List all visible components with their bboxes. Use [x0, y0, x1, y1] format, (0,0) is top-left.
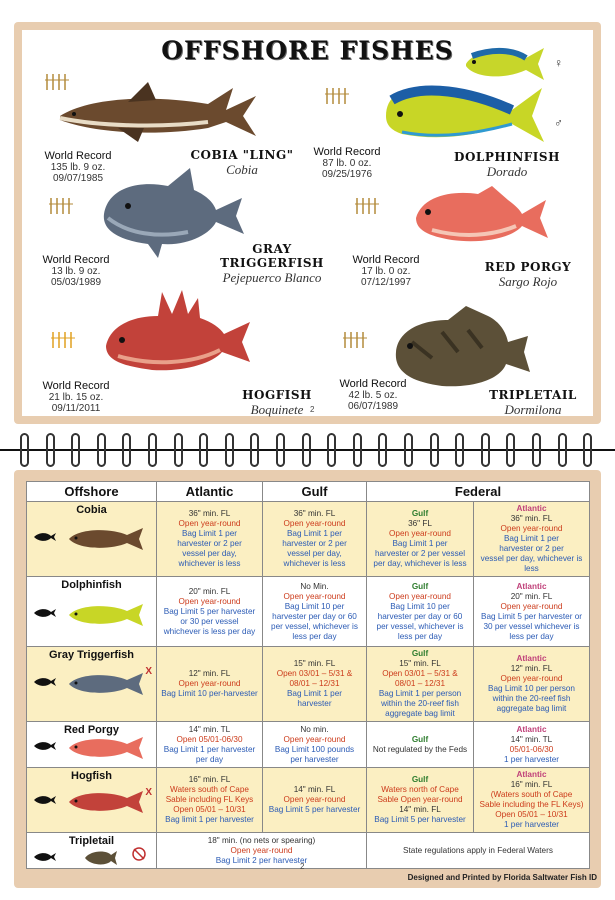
regulation-line: Atlantic — [516, 581, 547, 591]
fork-knife-icon — [50, 330, 76, 350]
fish-label: Red Porgy — [63, 724, 119, 736]
regulation-line: Bag Limit 1 per — [503, 534, 560, 543]
female-symbol: ♀ — [554, 56, 563, 70]
regulation-line: 14" min. TL — [510, 734, 553, 744]
record-weight: 17 lb. 0 oz. — [361, 266, 411, 277]
record-weight: 13 lb. 9 oz. — [51, 266, 101, 277]
spiral-coil — [71, 433, 80, 467]
regulation-line: vessel per day, whichever is less — [480, 554, 583, 573]
regulation-line: Bag Limit 5 per harvester — [163, 606, 256, 616]
male-symbol: ♂ — [554, 116, 563, 130]
hogfish-name: HOGFISH — [242, 388, 312, 402]
dolphinfish-common-name: Dorado — [486, 164, 528, 179]
spiral-coil — [46, 433, 55, 467]
regulation-line: per day — [195, 754, 224, 764]
fish-thumbnail-icon — [67, 671, 147, 697]
regulation-line: Gulf — [411, 581, 429, 591]
gulf-cell — [263, 722, 367, 768]
regulation-line: 1 per harvester — [503, 754, 560, 764]
spiral-coil — [97, 433, 106, 467]
regulation-line: per harvester — [290, 754, 339, 764]
regulation-line: 14" min. FL — [399, 805, 441, 814]
spiral-coil — [148, 433, 157, 467]
regulation-line: Open year-round — [178, 519, 241, 528]
regulation-line: Open year-round — [283, 519, 346, 528]
regulation-line: No Min. — [300, 581, 329, 591]
regulation-line: Not regulated by the Feds — [372, 744, 468, 754]
record-weight: 42 lb. 5 oz. — [348, 390, 398, 401]
regulation-line: 36" FL — [408, 519, 432, 528]
regulation-line: 16" min. FL — [188, 775, 231, 784]
fish-cell — [27, 833, 157, 869]
spiral-coil — [174, 433, 183, 467]
fish-thumbnail-icon — [67, 789, 147, 815]
regulation-line: Open year-round — [230, 845, 293, 855]
regulation-line: Atlantic — [516, 770, 547, 779]
header-offshore: Offshore — [27, 482, 157, 502]
page-title: OFFSHORE FISHES — [161, 36, 454, 65]
cobia-illustration — [58, 76, 258, 146]
fish-cell — [27, 722, 157, 768]
federal-gulf-cell — [367, 768, 474, 833]
fish-cell — [27, 768, 157, 833]
regulation-line: 18" min. (no nets or spearing) — [207, 835, 316, 845]
red-porgy-name: RED PORGY — [484, 260, 572, 274]
regulation-line: 36" min. FL — [293, 509, 336, 518]
hogfish-common-name: Boquinete — [250, 402, 304, 417]
regulation-line: whichever is less per day — [163, 626, 256, 636]
credit-line: Designed and Printed by Florida Saltwater Fish ID — [407, 873, 597, 882]
regulation-line: Gulf — [411, 734, 429, 744]
gray-triggerfish-record — [30, 254, 122, 288]
regulation-line: Open 05/01-06/30 — [176, 734, 243, 744]
record-date: 05/03/1989 — [50, 277, 102, 288]
federal-gulf-cell — [367, 577, 474, 647]
regulation-line: whichever is less — [178, 559, 241, 568]
header-atlantic: Atlantic — [157, 482, 263, 502]
regulation-line: Waters north of Cape — [381, 785, 459, 794]
regulation-line: less per day — [397, 631, 443, 641]
regulation-line: Open year-round — [500, 524, 563, 533]
fish-label: Gray Triggerfish — [49, 649, 134, 661]
regulation-line: 36" min. FL — [188, 509, 231, 518]
tripletail-common-name: Dormilona — [504, 402, 562, 417]
gulf-cell — [263, 768, 367, 833]
regulation-line: harvester per day or 60 — [272, 611, 357, 621]
fish-label: Dolphinfish — [61, 579, 122, 591]
regulation-line: harvester or 2 per — [499, 544, 564, 553]
fish-label: Cobia — [76, 504, 107, 516]
regulation-line: Bag Limit 10 per-harvester — [161, 689, 258, 698]
regulation-row — [27, 722, 590, 768]
regulation-line: 05/01-06/30 — [509, 744, 554, 754]
regulation-row — [27, 577, 590, 647]
record-date: 09/25/1976 — [321, 169, 373, 180]
regulation-line: harvester or 2 per vessel — [374, 549, 466, 558]
regulation-line: per vessel, whichever is — [271, 621, 358, 631]
regulation-line: Open year-round — [283, 795, 346, 804]
federal-gulf-cell — [367, 647, 474, 722]
regulation-line: 14" min. FL — [293, 785, 336, 794]
federal-atlantic-cell — [474, 647, 590, 722]
atlantic-cell — [157, 502, 263, 577]
regulation-line: 30 per vessel whichever is — [483, 621, 580, 631]
regulation-line: 08/01 – 12/31 — [289, 679, 340, 688]
regulation-line: Atlantic — [516, 724, 547, 734]
gulf-cell — [263, 647, 367, 722]
fish-thumbnail-icon — [67, 526, 147, 552]
regulation-line: vessel per day, — [182, 549, 237, 558]
regulation-line: Bag Limit 1 per — [392, 539, 448, 548]
regulation-line: less per day — [292, 631, 337, 641]
regulation-line: per day, whichever is less — [373, 559, 467, 568]
record-date: 07/12/1997 — [360, 277, 412, 288]
regulation-line: Bag Limit 100 pounds — [274, 744, 355, 754]
spiral-coil — [404, 433, 413, 467]
dolphinfish-record — [302, 146, 392, 180]
regulation-line: 15" min. FL — [399, 659, 441, 668]
regulation-line: 16" min. FL — [510, 780, 553, 789]
gray-triggerfish-name-line1: GRAY — [252, 242, 292, 256]
record-label: World Record — [339, 378, 407, 390]
dolphinfish-name: DOLPHINFISH — [454, 150, 560, 164]
offshore-fishes-page — [14, 22, 601, 424]
regulation-line: Bag Limit 10 per person — [488, 684, 575, 693]
record-label: World Record — [42, 254, 110, 266]
regulation-line: Bag Limit 1 per — [286, 689, 343, 698]
page-inner — [22, 30, 593, 416]
regulation-line: 20" min. FL — [510, 591, 553, 601]
federal-atlantic-cell — [474, 768, 590, 833]
regulation-line: or 30 per vessel — [180, 616, 239, 626]
spiral-coil — [481, 433, 490, 467]
fork-knife-icon — [324, 86, 350, 106]
regulation-line: Bag Limit 5 per harvester — [374, 815, 466, 824]
regulation-line: Bag limit 1 per harvester — [165, 815, 254, 824]
fish-silhouette-icon — [33, 852, 57, 862]
spiral-coil — [353, 433, 362, 467]
regulation-line: Bag Limit 5 per harvester — [268, 805, 361, 814]
regulation-line: Open 03/01 – 5/31 & — [276, 669, 353, 678]
atlantic-cell — [157, 647, 263, 722]
red-porgy-record — [340, 254, 432, 288]
regulation-line: State regulations apply in Federal Waters — [403, 845, 553, 855]
fork-knife-icon — [342, 330, 368, 350]
regulation-line: aggregate bag limit — [496, 704, 567, 713]
header-gulf: Gulf — [263, 482, 367, 502]
spiral-coil — [225, 433, 234, 467]
regulation-line: 12" min. FL — [188, 669, 231, 678]
fish-cell — [27, 647, 157, 722]
regulation-row — [27, 647, 590, 722]
regulation-line: Open year-round — [389, 529, 451, 538]
red-porgy-illustration — [412, 180, 552, 250]
federal-atlantic-cell — [474, 502, 590, 577]
record-date: 06/07/1989 — [347, 401, 399, 412]
regulation-line: Atlantic — [516, 504, 547, 513]
fish-label: Tripletail — [68, 835, 115, 847]
regulation-line: 1 per harvester — [503, 820, 560, 829]
spiral-coil — [455, 433, 464, 467]
spiral-coil — [122, 433, 131, 467]
regulation-line: 15" min. FL — [293, 659, 336, 668]
regulation-line: harvester or 2 per — [177, 539, 242, 548]
fork-knife-icon — [48, 196, 74, 216]
regulation-line: harvester — [297, 699, 332, 708]
hogfish-illustration — [102, 286, 252, 382]
regulation-line: Bag Limit 10 per — [390, 601, 450, 611]
regulation-line: Open year-round — [500, 674, 563, 683]
x-mark: X — [145, 787, 152, 798]
regulation-line: Bag Limit 1 per — [286, 529, 343, 538]
regulation-line: Bag Limit 1 per person — [378, 689, 462, 698]
regulation-line: Bag Limit 10 per — [284, 601, 345, 611]
spiral-coil — [532, 433, 541, 467]
spiral-coil — [276, 433, 285, 467]
regulation-line: Bag Limit 1 per harvester — [163, 744, 256, 754]
regulation-line: Open year-round — [500, 601, 563, 611]
record-label: World Record — [313, 146, 381, 158]
tripletail-record — [326, 378, 420, 412]
record-weight: 87 lb. 0 oz. — [322, 158, 372, 169]
spiral-coil — [327, 433, 336, 467]
federal-gulf-cell — [367, 722, 474, 768]
regulation-line: Waters south of Cape — [170, 785, 249, 794]
record-weight: 21 lb. 15 oz. — [48, 392, 104, 403]
fish-silhouette-icon — [33, 741, 57, 751]
regulation-line: per vessel, whichever is — [376, 621, 464, 631]
cobia-name: COBIA "LING" — [190, 148, 294, 162]
regulation-line: Sable including FL Keys — [165, 795, 254, 804]
regulation-line: 14" min. TL — [188, 724, 231, 734]
spiral-coil — [199, 433, 208, 467]
spiral-coil — [250, 433, 259, 467]
regulation-line: within the 20-reef fish — [492, 694, 571, 703]
fish-thumbnail-icon — [67, 735, 147, 761]
spiral-coil — [506, 433, 515, 467]
spiral-coil — [558, 433, 567, 467]
regulation-line: harvester per day or 60 — [377, 611, 463, 621]
no-spearing-icon — [131, 845, 147, 863]
regulation-line: whichever is less — [283, 559, 346, 568]
gray-triggerfish-name-line2: TRIGGERFISH — [220, 256, 324, 270]
page-number: 2 — [310, 405, 315, 414]
regulations-page — [14, 470, 601, 888]
regulation-line: Gulf — [411, 775, 429, 784]
atlantic-cell — [157, 722, 263, 768]
record-label: World Record — [44, 150, 112, 162]
tripletail-name: TRIPLETAIL — [489, 388, 577, 402]
regulation-line: vessel per day, — [287, 549, 342, 558]
record-date: 09/11/2011 — [51, 403, 101, 414]
regulation-line: Sable including the FL Keys) — [479, 800, 584, 809]
atlantic-cell — [157, 768, 263, 833]
dolphinfish-male-illustration — [382, 76, 552, 156]
fish-silhouette-icon — [33, 677, 57, 687]
regulation-line: within the 20-reef fish — [381, 699, 459, 708]
x-mark: X — [145, 666, 152, 677]
gulf-cell — [263, 577, 367, 647]
regulation-line: (Waters south of Cape — [490, 790, 573, 799]
fish-silhouette-icon — [33, 795, 57, 805]
regulation-line: 12" min. FL — [510, 664, 553, 673]
fish-silhouette-icon — [33, 608, 57, 618]
spiral-coil — [378, 433, 387, 467]
spiral-coil — [583, 433, 592, 467]
cobia-common-name: Cobia — [226, 162, 258, 177]
spiral-coil — [20, 433, 29, 467]
regulation-line: Open year-round — [283, 734, 346, 744]
fish-silhouette-icon — [33, 532, 57, 542]
regulation-line: No min. — [300, 724, 329, 734]
red-porgy-common-name: Sargo Rojo — [498, 274, 558, 289]
regulation-line: 20" min. FL — [188, 586, 231, 596]
regulation-line: Open 05/01 – 10/31 — [495, 810, 568, 819]
regulation-line: 08/01 – 12/31 — [394, 679, 446, 688]
regulation-line: Open year-round — [389, 591, 451, 601]
regulation-line: Bag Limit 2 per harvester — [215, 855, 308, 865]
regulation-row — [27, 502, 590, 577]
record-date: 09/07/1985 — [52, 173, 104, 184]
fish-cell — [27, 502, 157, 577]
tripletail-illustration — [392, 302, 532, 390]
regulation-line: Bag Limit 5 per harvester or — [480, 611, 583, 621]
federal-regulation-cell — [367, 833, 590, 869]
regulation-line: Bag Limit 1 per — [181, 529, 238, 538]
regulations-body — [27, 502, 590, 869]
regulation-line: Open 05/01 – 10/31 — [173, 805, 246, 814]
record-label: World Record — [352, 254, 420, 266]
record-weight: 135 lb. 9 oz. — [50, 162, 106, 173]
header-federal: Federal — [367, 482, 590, 502]
fish-thumbnail-icon — [67, 602, 147, 628]
spiral-coil — [302, 433, 311, 467]
federal-gulf-cell — [367, 502, 474, 577]
fork-knife-icon — [354, 196, 380, 216]
record-label: World Record — [42, 380, 110, 392]
fish-label: Hogfish — [71, 770, 112, 782]
regulation-line: Open 03/01 – 5/31 & — [382, 669, 458, 678]
regulation-line: less per day — [509, 631, 554, 641]
regulation-line: Gulf — [411, 649, 429, 658]
bottom-page-number: 2 — [300, 862, 305, 871]
regulation-line: aggregate bag limit — [385, 709, 455, 718]
fish-thumbnail-icon — [83, 849, 119, 867]
regulation-row-tripletail — [27, 833, 590, 869]
fish-cell — [27, 577, 157, 647]
hogfish-record — [30, 380, 122, 414]
spiral-coil — [430, 433, 439, 467]
regulation-line: Atlantic — [516, 654, 547, 663]
regulation-line: Open year-round — [283, 591, 346, 601]
regulation-line: Sable Open year-round — [377, 795, 463, 804]
gulf-cell — [263, 502, 367, 577]
atlantic-cell — [157, 577, 263, 647]
regulation-line: Gulf — [411, 509, 429, 518]
regulation-line: 36" min. FL — [510, 514, 553, 523]
regulations-table — [26, 481, 590, 869]
federal-atlantic-cell — [474, 722, 590, 768]
regulation-line: harvester or 2 per — [282, 539, 347, 548]
state-regulation-cell — [157, 833, 367, 869]
regulation-line: Open year-round — [178, 596, 241, 606]
gray-triggerfish-common-name: Pejepuerco Blanco — [222, 270, 322, 285]
regulation-line: Open year-round — [178, 679, 241, 688]
federal-atlantic-cell — [474, 577, 590, 647]
regulation-row — [27, 768, 590, 833]
